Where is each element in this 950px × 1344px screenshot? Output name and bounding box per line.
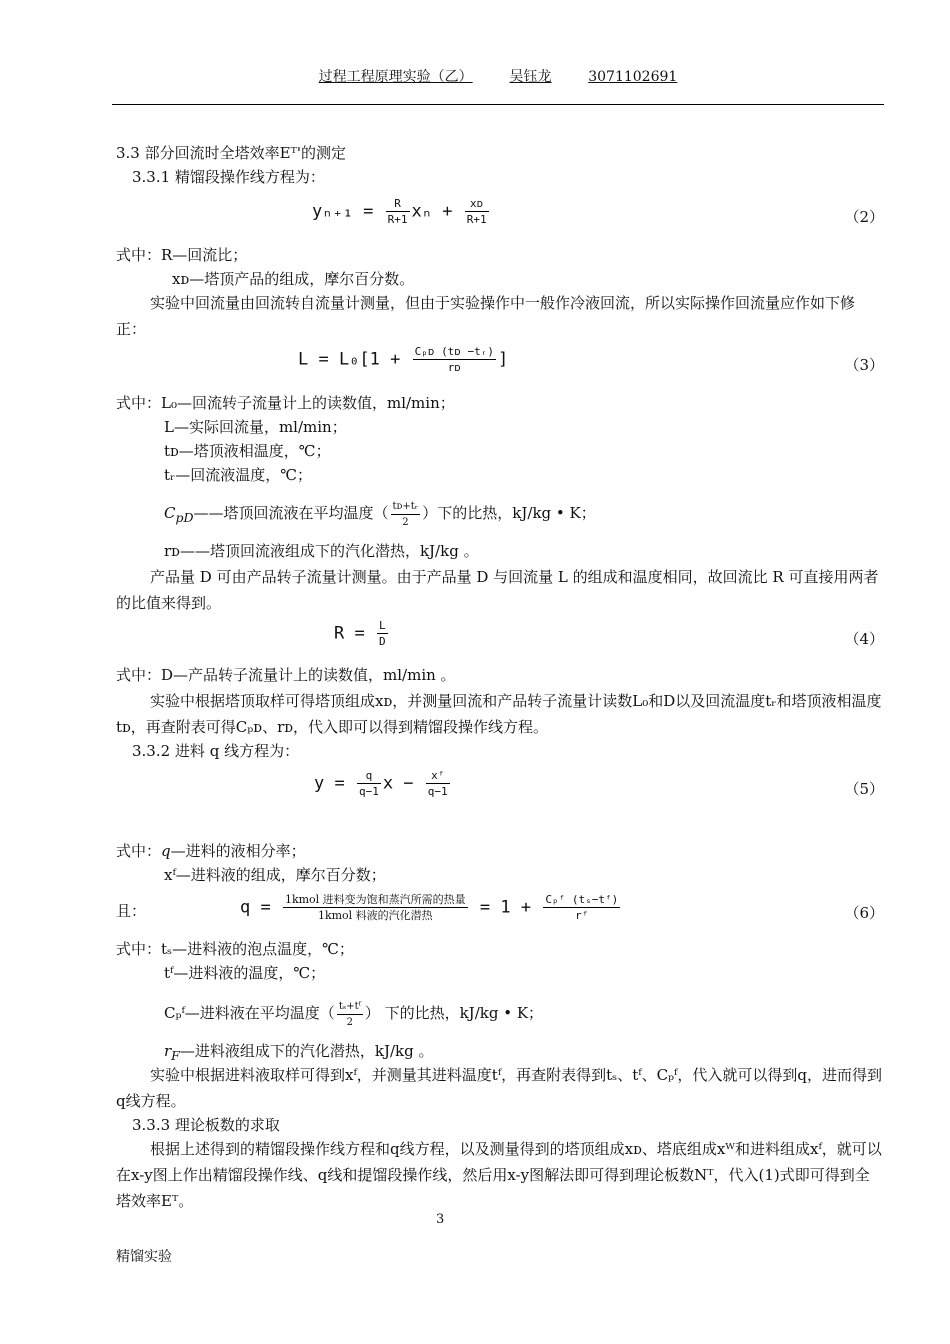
def5-prefix: 式中： [116, 842, 162, 860]
eq3-definition-l0: 式中：L₀—回流转子流量计上的读数值，ml/min； [116, 394, 455, 412]
header-student-id: 3071102691 [588, 69, 678, 85]
eq2-fraction-1 [386, 196, 410, 227]
equation-6 [116, 892, 884, 936]
eq2-number: （2） [844, 208, 884, 226]
eq4-number: （4） [844, 630, 884, 648]
eq3-f-top: Cₚᴅ (tᴅ −tᵣ) [414, 345, 495, 358]
eq4-definition-d: 式中：D—产品转子流量计上的读数值，ml/min 。 [116, 666, 456, 684]
eq3-number: （3） [844, 356, 884, 374]
eq3-rhs: ] [498, 349, 509, 370]
cpd-subscript: pD [175, 510, 194, 525]
eq5-definition-q [116, 838, 884, 864]
eq5-f2-bottom: q−1 [427, 785, 448, 798]
eq3-definition-l: L—实际回流量，ml/min； [164, 418, 347, 436]
equation-2 [116, 196, 884, 240]
cpf-f-top: tₛ+tᶠ [337, 999, 363, 1015]
eq6-definition-tf: tᶠ—进料液的温度，℃； [164, 964, 326, 982]
eq3-lhs: L = L₀[1 + [298, 349, 411, 370]
eq5-number: （5） [844, 780, 884, 798]
header-author: 吴钰龙 [509, 69, 552, 85]
eq2-mid: xₙ + [411, 201, 463, 222]
eq6-fraction-2 [543, 892, 620, 923]
cpd-f-top: tᴅ+tᵣ [391, 499, 421, 515]
section-3-3-1-heading: 3.3.1 精馏段操作线方程为： [132, 168, 325, 186]
cpf-fraction [337, 999, 363, 1030]
eq5-fraction-2 [426, 768, 450, 799]
section-3-3-2-heading: 3.3.2 进料 q 线方程为： [132, 742, 300, 760]
paragraph-feed-line: 实验中根据进料液取样可得到xᶠ，并测量其进料温度tᶠ，再查附表得到tₛ、tᶠ、Cₚᶠ，代入就可以得到q，进而得到q线方程。 [116, 1066, 882, 1110]
eq2-f2-top: xᴅ [465, 196, 489, 212]
rf-text: —进料液组成下的汽化潜热，kJ/kg 。 [179, 1042, 434, 1060]
eq5-definition-xf: xᶠ—进料液的组成，摩尔百分数； [164, 866, 386, 884]
page-header [112, 66, 884, 86]
eq6-f2-bottom: rᶠ [575, 909, 589, 922]
section-3-3-heading: 3.3 部分回流时全塔效率Eᵀ'的测定 [116, 144, 346, 162]
header-rule [112, 104, 884, 105]
eq5-f1-bottom: q−1 [358, 785, 379, 798]
eq6-mid: = 1 + [469, 897, 542, 918]
eq5-f1-top: q [357, 768, 381, 784]
eq3-definition-cpd [164, 496, 932, 535]
eq4-lhs: R = [334, 623, 375, 644]
cpf-f-bottom: 2 [346, 1016, 353, 1028]
section-3-3-3-heading: 3.3.3 理论板数的求取 [132, 1116, 280, 1134]
equation-4 [116, 618, 884, 662]
eq6-f2-top: Cₚᶠ (tₛ−tᶠ) [545, 893, 619, 906]
eq2-definition-xd: xᴅ—塔顶产品的组成，摩尔百分数。 [172, 270, 415, 288]
eq6-definition-cpf [164, 996, 932, 1030]
paragraph-product-rate: 产品量 D 可由产品转子流量计测量。由于产品量 D 与回流量 L 的组成和温度相同，故回流比 R 可直接用两者的比值来得到。 [116, 568, 879, 612]
eq2-f2-bottom: R+1 [466, 213, 487, 226]
paragraph-reflux-correction: 实验中回流量由回流转自流量计测量，但由于实验操作中一般作冷液回流，所以实际操作回流量应作如下修正： [116, 294, 856, 338]
eq2-f1-top: R [386, 196, 410, 212]
eq5-f2-top: xᶠ [426, 768, 450, 784]
eq5-mid: x − [382, 773, 424, 794]
eq6-number: （6） [844, 904, 884, 922]
eq3-definition-td: tᴅ—塔顶液相温度，℃； [164, 442, 331, 460]
eq6-definition-ts: 式中：tₛ—进料液的泡点温度，℃； [116, 940, 354, 958]
eq5-fraction-1 [357, 768, 381, 799]
eq5-lhs: y = [314, 773, 355, 794]
paragraph-rectifying-line: 实验中根据塔顶取样可得塔顶组成xᴅ，并测量回流和产品转子流量计读数L₀和D以及回流温度tᵣ和塔顶液相温度tᴅ，再查附表可得Cₚᴅ、rᴅ，代入即可以得到精馏段操作线方程。 [116, 692, 882, 736]
eq6-lhs: q = [240, 897, 281, 918]
paragraph-theoretical-plates: 根据上述得到的精馏段操作线方程和q线方程，以及测量得到的塔顶组成xᴅ、塔底组成xᵂ和进料组成xᶠ，就可以在x-y图上作出精馏段操作线、q线和提馏段操作线，然后用x-y图解法即可得到理论板数Nᵀ，代入(1)式即可得到全塔效率Eᵀ。 [116, 1140, 882, 1210]
header-course: 过程工程原理实验（乙） [318, 69, 473, 85]
cpd-text-2: ）下的比热，kJ/kg • K； [422, 504, 596, 522]
eq2-fraction-2 [465, 196, 489, 227]
page-number: 3 [436, 1212, 445, 1227]
eq3-f-bottom: rᴅ [447, 361, 461, 374]
equation-3 [116, 344, 884, 388]
eq6-f1-bottom: 1kmol 料液的汽化潜热 [317, 909, 433, 922]
eq6-f1-top: 1kmol 进料变为饱和蒸汽所需的热量 [284, 893, 466, 906]
def5-text: —进料的液相分率； [170, 842, 306, 860]
eq3-fraction [413, 344, 496, 375]
eq2-definition-r: 式中：R—回流比； [116, 246, 248, 264]
cpf-text-2: ） 下的比热，kJ/kg • K； [364, 1004, 544, 1022]
eq2-lhs: yₙ₊₁ = [312, 201, 384, 222]
eq6-fraction-1 [283, 892, 468, 923]
page-footer: 精馏实验 [116, 1249, 172, 1265]
eq4-f-bottom: D [378, 635, 386, 648]
cpd-text-1: ——塔顶回流液在平均温度（ [193, 504, 389, 522]
eq3-definition-tr: tᵣ—回流液温度，℃； [164, 466, 313, 484]
eq6-label: 且： [116, 902, 147, 920]
cpd-fraction [391, 499, 421, 530]
eq4-fraction [377, 618, 388, 649]
rf-subscript: F [171, 1048, 180, 1063]
eq3-definition-rd: rᴅ——塔顶回流液组成下的汽化潜热，kJ/kg 。 [164, 542, 479, 560]
eq2-f1-bottom: R+1 [387, 213, 408, 226]
rf-symbol: r [164, 1042, 172, 1060]
eq4-f-top: L [378, 619, 386, 632]
cpd-symbol: C [164, 504, 176, 522]
cpf-text-1: Cₚᶠ—进料液在平均温度（ [164, 1004, 335, 1022]
def5-q-symbol: q [161, 842, 171, 860]
cpd-f-bottom: 2 [402, 516, 409, 528]
equation-5 [116, 768, 884, 812]
